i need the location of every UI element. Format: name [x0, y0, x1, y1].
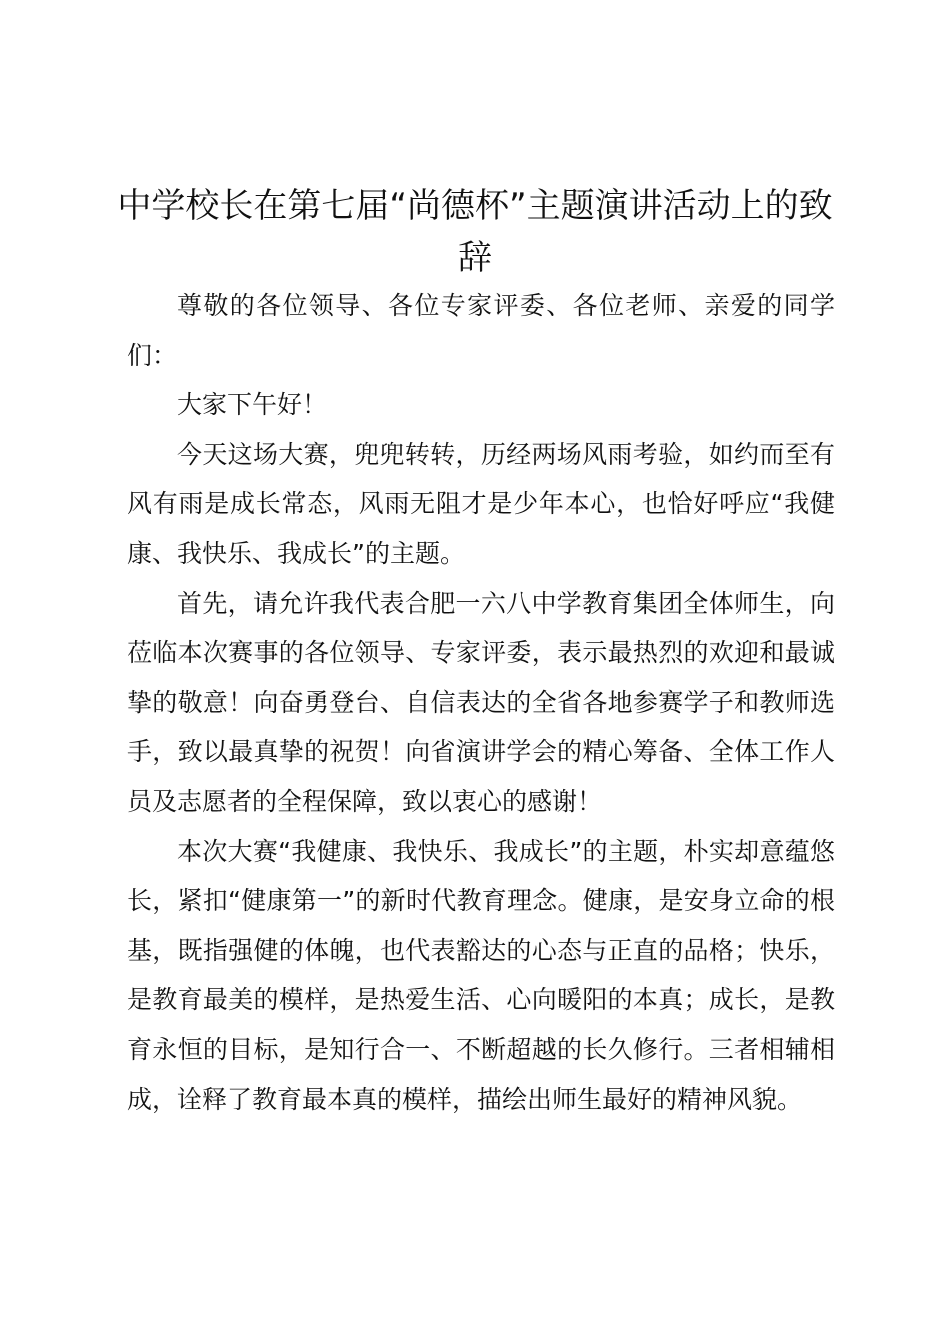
body-paragraph: 本次大赛“我健康、我快乐、我成长”的主题，朴实却意蕴悠长，紧扣“健康第一”的新时代教育理念。健康，是安身立命的根基，既指强健的体魄，也代表豁达的心态与正直的品格；快乐，是教育最美的模样，是热爱生活、心向暖阳的本真；成长，是教育永恒的目标，是知行合一、不断超越的长久修行。三者相辅相成，诠释了教育最本真的模样，描绘出师生最好的精神风貌。 [127, 836, 835, 1114]
body-paragraph: 首先，请允许我代表合肥一六八中学教育集团全体师生，向莅临本次赛事的各位领导、专家评委，表示最热烈的欢迎和最诚挚的敬意！向奋勇登台、自信表达的全省各地参赛学子和教师选手，致以最真挚的祝贺！向省演讲学会的精心筹备、全体工作人员及志愿者的全程保障，致以衷心的感谢！ [127, 588, 835, 816]
document-title: 中学校长在第七届“尚德杯”主题演讲活动上的致辞 [117, 186, 833, 278]
body-paragraph: 今天这场大赛，兜兜转转，历经两场风雨考验，如约而至有风有雨是成长常态，风雨无阻才是少年本心，也恰好呼应“我健康、我快乐、我成长”的主题。 [127, 439, 835, 568]
greeting-paragraph: 大家下午好！ [177, 390, 328, 420]
salutation-paragraph: 尊敬的各位领导、各位专家评委、各位老师、亲爱的同学们： [127, 291, 835, 370]
document-body [127, 281, 835, 1124]
